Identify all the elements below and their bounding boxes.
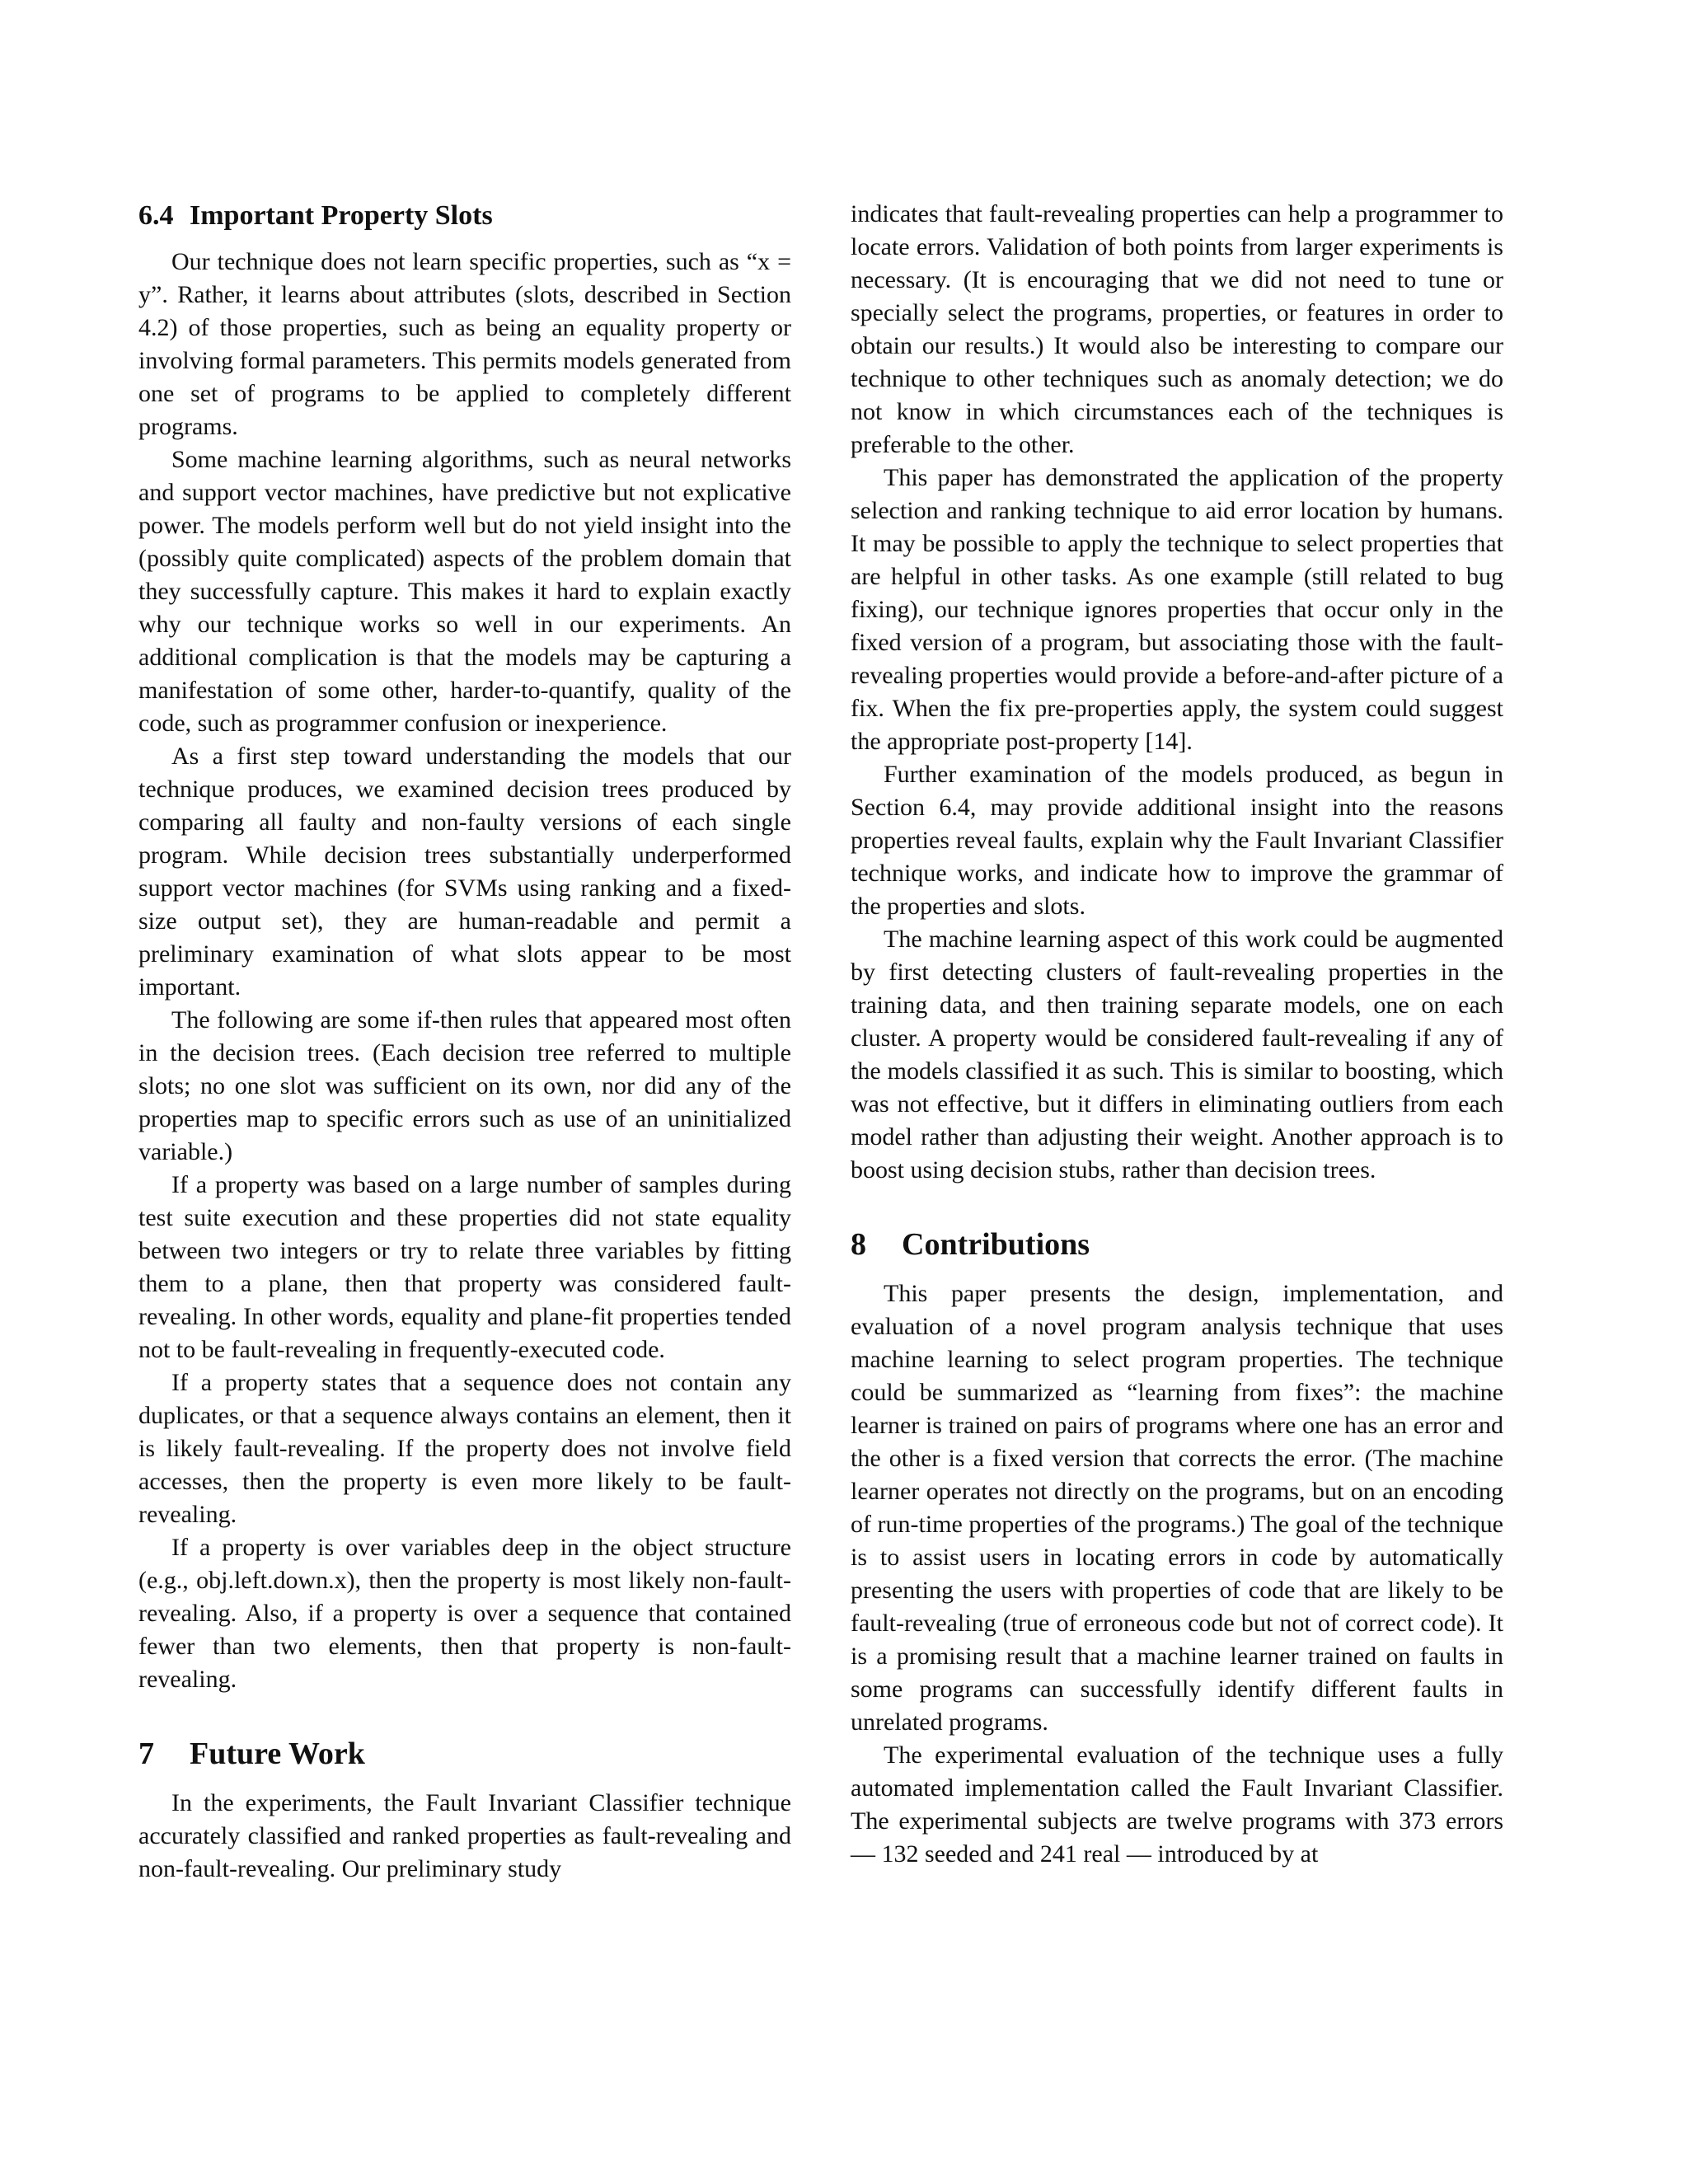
section-8-title: Contributions [902, 1227, 1090, 1262]
section-7-heading [138, 1734, 791, 1774]
section-6-4-number: 6.4 [138, 200, 174, 231]
section-6-4-paragraph: If a property was based on a large number of samples during test suite execution and these properties did not state equality between two integers or try to relate three variables by fitting them to a plane, then that property was considered fault-revealing. In other words, equality and plane-fit properties tended not to be fault-revealing in frequently-executed code. [138, 1171, 791, 1363]
left-column [138, 198, 791, 1886]
section-6-4-heading [138, 198, 791, 234]
section-7-title: Future Work [190, 1736, 365, 1771]
section-6-4-paragraph: Our technique does not learn specific properties, such as “x = y”. Rather, it learns about attributes (slots, described in Section 4.2) of those properties, such as being an equality property or involving formal parameters. This permits models generated from one set of programs to be applied to completely different programs. [138, 248, 791, 440]
section-6-4-title: Important Property Slots [190, 200, 493, 231]
section-6-4-paragraph: Some machine learning algorithms, such as neural networks and support vector machines, have predictive but not explicative power. The models perform well but do not yield insight into the (possibly quite complicated) aspects of the problem domain that they successfully capture. This makes it hard to explain exactly why our technique works so well in our experiments. An additional complication is that the models may be capturing a manifestation of some other, harder-to-quantify, quality of the code, such as programmer confusion or inexperience. [138, 446, 791, 737]
section-8-heading [851, 1225, 1503, 1264]
section-8-paragraph: This paper presents the design, implementation, and evaluation of a novel program analysis technique that uses machine learning to select program properties. The technique could be summarized as “learning from fixes”: the machine learner is trained on pairs of programs where one has an error and the other is a fixed version that corrects the error. (The machine learner operates not directly on the programs, but on an encoding of run-time properties of the programs.) The goal of the technique is to assist users in locating errors in code by automatically presenting the users with properties of code that are likely to be fault-revealing (true of erroneous code but not of correct code). It is a promising result that a machine learner trained on faults in some programs can successfully identify different faults in unrelated programs. [851, 1280, 1503, 1736]
section-8-number: 8 [851, 1227, 866, 1262]
right-column [851, 198, 1503, 1871]
section-7-continued-paragraph: This paper has demonstrated the application of the property selection and ranking technique to aid error location by humans. It may be possible to apply the technique to select properties that are helpful in other tasks. As one example (still related to bug fixing), our technique ignores properties that occur only in the fixed version of a program, but associating those with the fault-revealing properties would provide a before-and-after picture of a fix. When the fix pre-properties apply, the system could suggest the appropriate post-property [14]. [851, 464, 1503, 755]
section-6-4-paragraph: If a property is over variables deep in the object structure (e.g., obj.left.down.x), then the property is most likely non-fault-revealing. Also, if a property is over a sequence that contained fewer than two elements, then that property is non-fault-revealing. [138, 1534, 791, 1693]
section-7-number: 7 [138, 1736, 154, 1771]
section-7-continued-paragraph: indicates that fault-revealing properties can help a programmer to locate errors. Validation of both points from larger experiments is necessary. (It is encouraging that we did not need to tune or specially select the programs, properties, or features in order to obtain our results.) It would also be interesting to compare our technique to other techniques such as anomaly detection; we do not know in which circumstances each of the techniques is preferable to the other. [851, 200, 1503, 458]
section-spacer [851, 1187, 1503, 1225]
section-8-paragraph: The experimental evaluation of the technique uses a fully automated implementation called the Fault Invariant Classifier. The experimental subjects are twelve programs with 373 errors — 132 seeded and 241 real — introduced by at [851, 1741, 1503, 1868]
section-6-4-paragraph: If a property states that a sequence does not contain any duplicates, or that a sequence always contains an element, then it is likely fault-revealing. If the property does not involve field accesses, then the property is even more likely to be fault-revealing. [138, 1369, 791, 1528]
section-spacer [138, 1696, 791, 1734]
section-6-4-paragraph: The following are some if-then rules that appeared most often in the decision trees. (Each decision tree referred to multiple slots; no one slot was sufficient on its own, nor did any of the properties map to specific errors such as use of an uninitialized variable.) [138, 1006, 791, 1165]
section-7-paragraph: In the experiments, the Fault Invariant Classifier technique accurately classified and ranked properties as fault-revealing and non-fault-revealing. Our preliminary study [138, 1789, 791, 1882]
section-7-continued-paragraph: Further examination of the models produced, as begun in Section 6.4, may provide additional insight into the reasons properties reveal faults, explain why the Fault Invariant Classifier technique works, and indicate how to improve the grammar of the properties and slots. [851, 761, 1503, 920]
section-6-4-paragraph: As a first step toward understanding the models that our technique produces, we examined decision trees produced by comparing all faulty and non-faulty versions of each single program. While decision trees substantially underperformed support vector machines (for SVMs using ranking and a fixed-size output set), they are human-readable and permit a preliminary examination of what slots appear to be most important. [138, 743, 791, 1001]
section-7-continued-paragraph: The machine learning aspect of this work could be augmented by first detecting clusters of fault-revealing properties in the training data, and then training separate models, one on each cluster. A property would be considered fault-revealing if any of the models classified it as such. This is similar to boosting, which was not effective, but it differs in eliminating outliers from each model rather than adjusting their weight. Another approach is to boost using decision stubs, rather than decision trees. [851, 926, 1503, 1183]
